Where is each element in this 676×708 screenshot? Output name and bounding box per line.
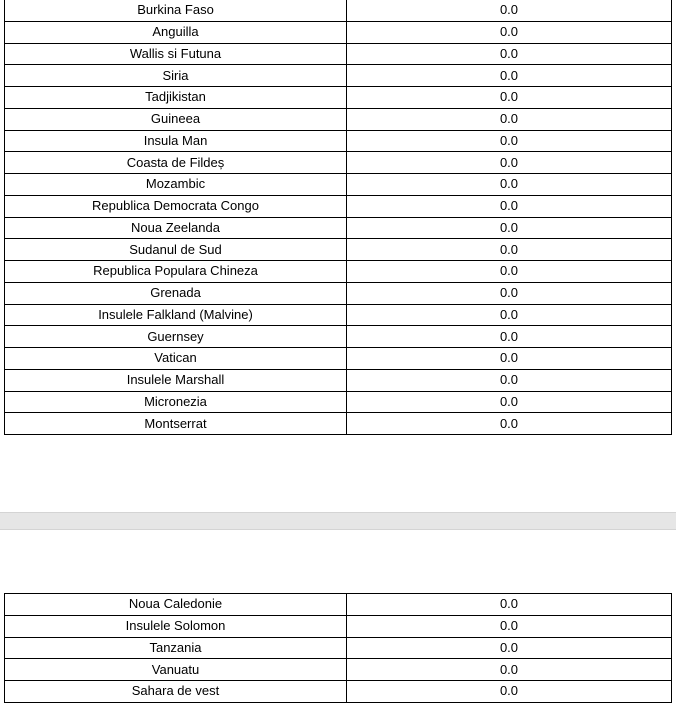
value-cell: 0.0 [347,681,672,703]
value-cell: 0.0 [347,304,672,326]
country-cell: Tanzania [5,637,347,659]
table-row [5,304,672,326]
value-cell: 0.0 [347,195,672,217]
document-page-bottom [0,530,676,708]
table-row [5,108,672,130]
table-row [5,130,672,152]
value-cell: 0.0 [347,391,672,413]
table-row [5,195,672,217]
value-cell: 0.0 [347,659,672,681]
value-cell: 0.0 [347,326,672,348]
country-cell: Insula Man [5,130,347,152]
country-cell: Insulele Marshall [5,369,347,391]
table-row [5,413,672,435]
value-cell: 0.0 [347,87,672,109]
table-row [5,615,672,637]
country-cell: Guernsey [5,326,347,348]
table-row [5,87,672,109]
country-values-table-top [4,0,672,435]
value-cell: 0.0 [347,637,672,659]
country-cell: Republica Democrata Congo [5,195,347,217]
country-cell: Burkina Faso [5,0,347,21]
table-body [5,0,672,435]
country-cell: Mozambic [5,174,347,196]
country-cell: Tadjikistan [5,87,347,109]
value-cell: 0.0 [347,217,672,239]
country-cell: Montserrat [5,413,347,435]
table-row [5,369,672,391]
value-cell: 0.0 [347,0,672,21]
country-cell: Vanuatu [5,659,347,681]
country-cell: Sahara de vest [5,681,347,703]
table-row [5,391,672,413]
value-cell: 0.0 [347,594,672,616]
table-row [5,21,672,43]
table-row [5,348,672,370]
country-cell: Noua Caledonie [5,594,347,616]
value-cell: 0.0 [347,261,672,283]
table-body [5,594,672,703]
table-row [5,594,672,616]
table-row [5,326,672,348]
table-row [5,637,672,659]
table-row [5,217,672,239]
country-cell: Noua Zeelanda [5,217,347,239]
table-row [5,282,672,304]
country-cell: Sudanul de Sud [5,239,347,261]
value-cell: 0.0 [347,65,672,87]
value-cell: 0.0 [347,348,672,370]
table-row [5,239,672,261]
country-cell: Insulele Falkland (Malvine) [5,304,347,326]
value-cell: 0.0 [347,369,672,391]
table-row [5,681,672,703]
country-cell: Insulele Solomon [5,615,347,637]
value-cell: 0.0 [347,108,672,130]
country-cell: Wallis si Futuna [5,43,347,65]
country-cell: Coasta de Fildeș [5,152,347,174]
value-cell: 0.0 [347,174,672,196]
table-row [5,43,672,65]
country-cell: Anguilla [5,21,347,43]
value-cell: 0.0 [347,239,672,261]
country-values-table-bottom [4,593,672,703]
value-cell: 0.0 [347,152,672,174]
table-row [5,261,672,283]
value-cell: 0.0 [347,43,672,65]
country-cell: Vatican [5,348,347,370]
value-cell: 0.0 [347,130,672,152]
country-cell: Republica Populara Chineza [5,261,347,283]
table-row [5,65,672,87]
country-cell: Guineea [5,108,347,130]
value-cell: 0.0 [347,282,672,304]
value-cell: 0.0 [347,413,672,435]
table-row [5,174,672,196]
country-cell: Siria [5,65,347,87]
country-cell: Grenada [5,282,347,304]
table-row [5,0,672,21]
value-cell: 0.0 [347,21,672,43]
value-cell: 0.0 [347,615,672,637]
table-row [5,659,672,681]
table-row [5,152,672,174]
country-cell: Micronezia [5,391,347,413]
page-separator [0,512,676,530]
